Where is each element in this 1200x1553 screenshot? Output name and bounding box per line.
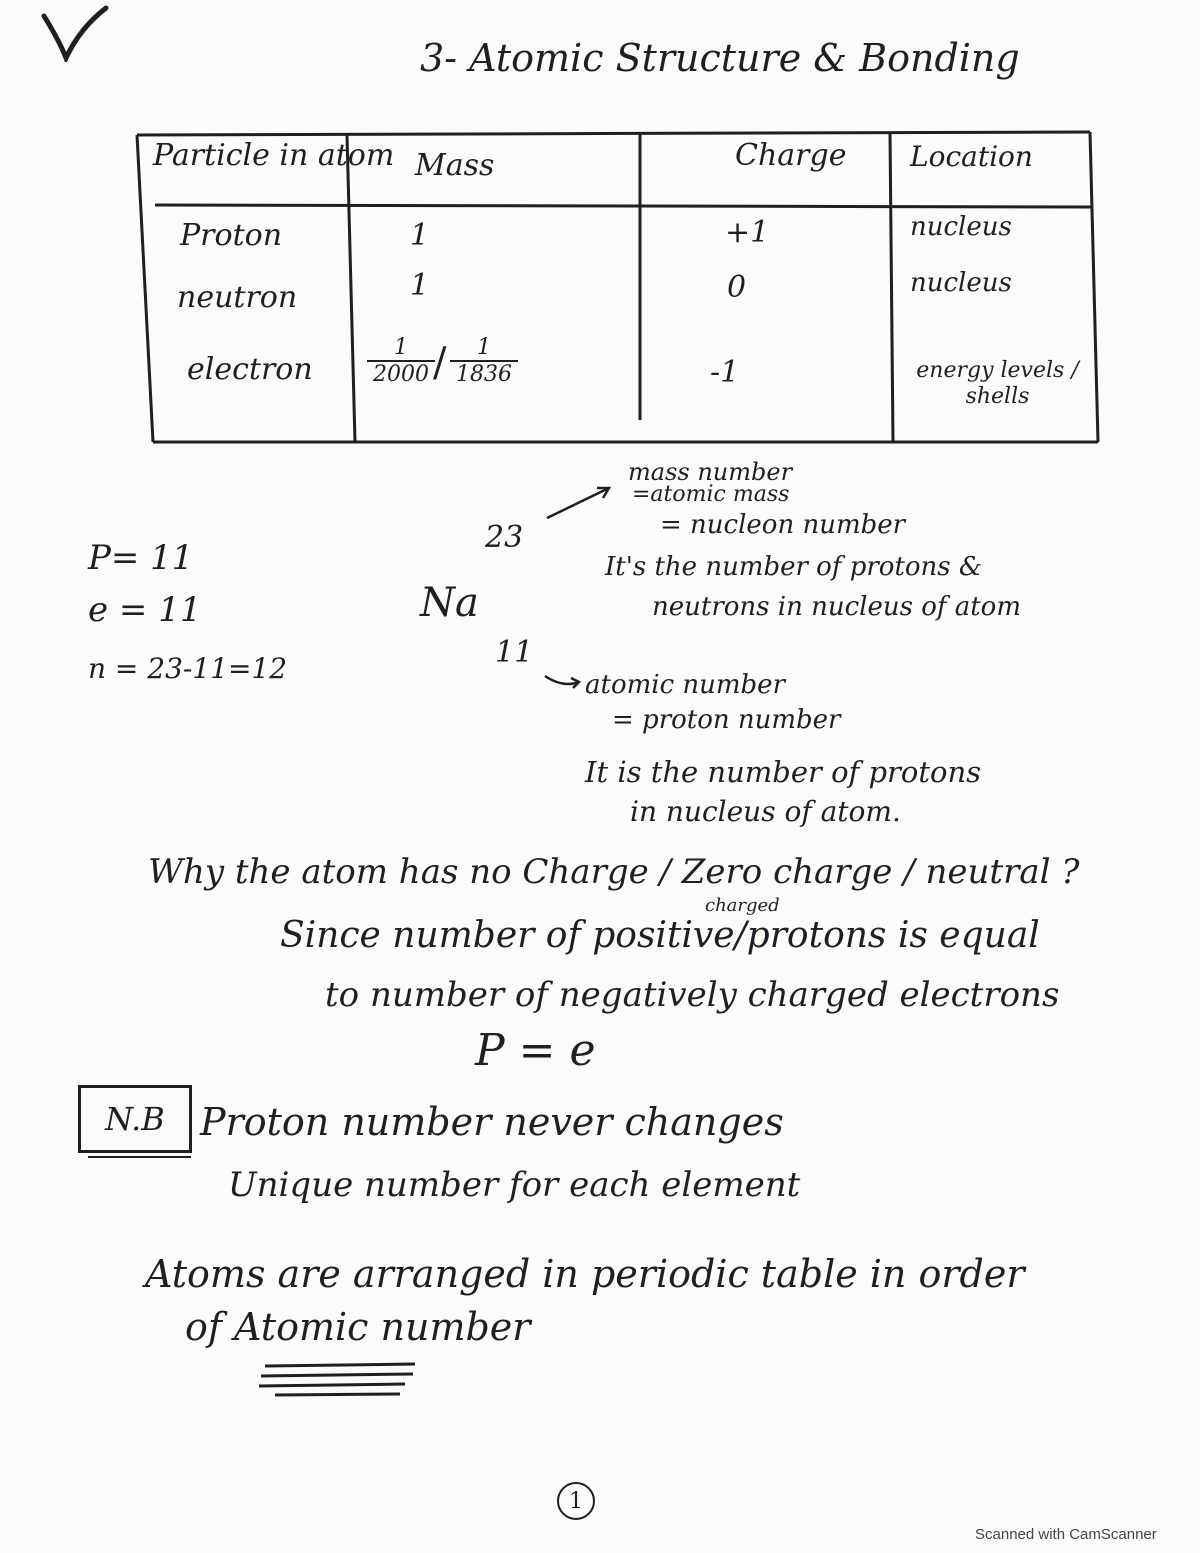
header-particle: Particle in atom [153,138,395,173]
nb-line-3: Atoms are arranged in periodic table in order [145,1252,1025,1296]
header-mass: Mass [415,148,495,183]
header-location: Location [910,140,1033,173]
nb-line-2: Unique number for each element [228,1165,801,1205]
scanner-footer: Scanned with CamScanner [975,1526,1157,1543]
row-neutron-particle: neutron [177,280,298,315]
page-number: 1 [557,1482,595,1520]
electron-mass-fraction-a [367,335,435,387]
nb-line-4: of Atomic number [185,1305,531,1349]
question-insert: charged [705,895,780,916]
mass-number-value: 23 [485,520,524,555]
atomic-note-line-4: in nucleus of atom. [630,795,901,828]
nb-underline [86,1148,196,1160]
row-proton-particle: Proton [180,218,283,253]
fraction-b-denominator: 1836 [456,362,512,387]
particle-table [135,130,1100,445]
atomic-number-value: 11 [495,635,534,670]
arrow-to-atomic-icon [543,672,583,692]
nb-label: N.B [78,1085,192,1153]
electron-count: e = 11 [88,590,202,630]
fraction-b-numerator: 1 [450,335,518,362]
row-proton-mass: 1 [410,218,430,253]
answer-line-1: Since number of positive/protons is equal [280,915,1040,956]
fraction-a-numerator: 1 [367,335,435,362]
row-electron-charge: -1 [710,355,740,390]
row-neutron-charge: 0 [727,270,747,305]
header-charge: Charge [735,138,847,173]
mass-note-line-5: neutrons in nucleus of atom [652,592,1021,622]
atomic-number-underline [255,1360,420,1400]
mass-note-line-1: mass number [628,458,793,486]
proton-count: P= 11 [88,538,194,578]
mass-note-line-3: = nucleon number [660,510,906,540]
mass-note-line-2: =atomic mass [632,482,790,507]
atomic-note-line-3: It is the number of protons [585,755,982,789]
electron-mass-fraction-b [450,335,518,387]
page-title: 3- Atomic Structure & Bonding [420,36,1020,80]
row-proton-location: nucleus [910,212,1012,242]
mass-note-line-4: It's the number of protons & [605,552,983,582]
check-mark-icon [40,2,110,62]
nb-line-1: Proton number never changes [200,1100,784,1144]
answer-equation: P = e [475,1025,596,1076]
row-proton-charge: +1 [725,215,770,250]
atomic-note-line-1: atomic number [585,670,786,700]
neutron-count: n = 23-11=12 [88,652,288,685]
atomic-note-line-2: = proton number [612,705,841,735]
arrow-to-mass-icon [545,482,615,522]
fraction-a-denominator: 2000 [373,362,429,387]
fraction-divider: / [433,340,447,386]
row-neutron-location: nucleus [910,268,1012,298]
element-symbol: Na [420,580,479,626]
row-electron-location: energy levels / shells [916,358,1079,409]
row-neutron-mass: 1 [410,268,430,303]
row-electron-particle: electron [187,352,313,387]
question-line-1: Why the atom has no Charge / Zero charge / neutral ? [148,852,1080,892]
answer-line-2: to number of negatively charged electrons [325,975,1060,1015]
